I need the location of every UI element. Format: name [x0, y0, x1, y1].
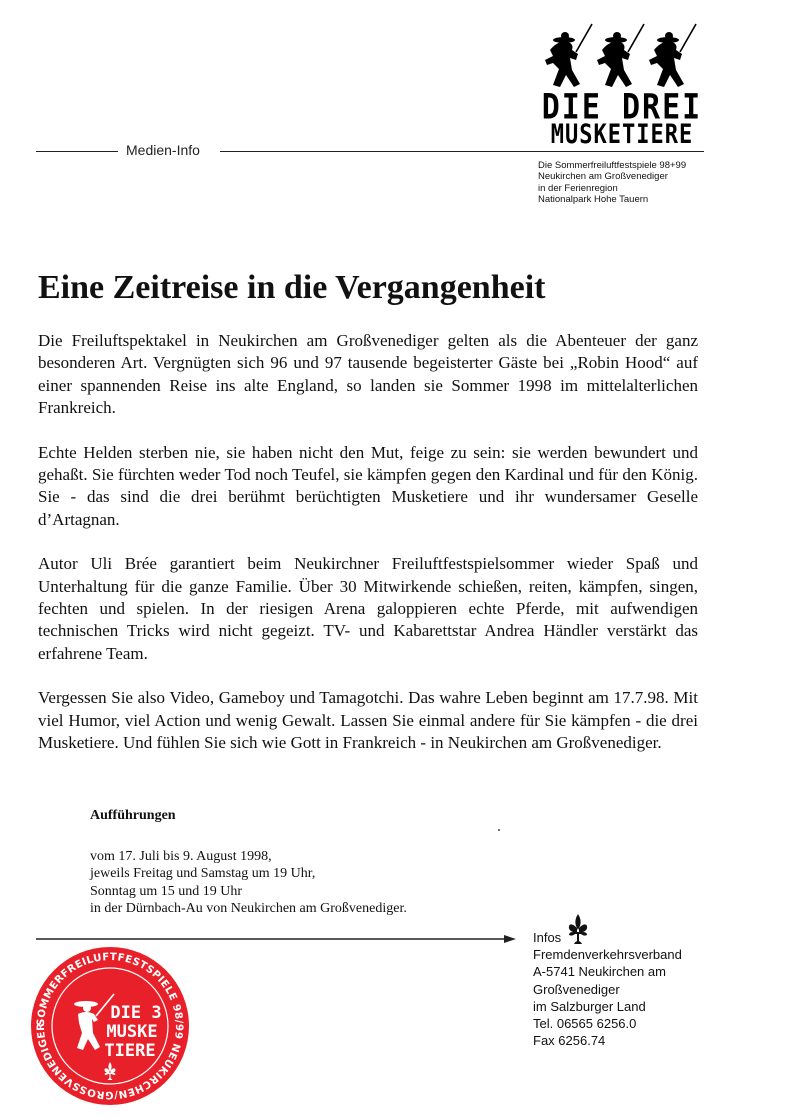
header-rule-left: [36, 151, 118, 152]
article-paragraph: Autor Uli Brée garantiert beim Neukirchner Freiluftfestspielsommer wieder Spaß und Unterhaltung für die ganze Familie. Über 30 Mitwirkende schießen, reiten, kämpfen, singen, fechten und spielen. In der riesigen Arena galoppieren echte Pferde, mit aufwendigen technischen Tricks wird nicht gegeizt. TV- und Kabarettstar Andrea Händler verstärkt das erfahrene Team.: [38, 554, 698, 663]
header-rule-right: [220, 151, 704, 152]
logo-title-line1: DIE DREI: [541, 87, 703, 128]
article-paragraph: Echte Helden sterben nie, sie haben nicht den Mut, feige zu sein: sie werden bewundert und gehaßt. Sie fürchten weder Tod noch Teufel, sie kämpfen gegen den Kardinal und für den König. Sie - das sind die drei berühmt berüchtigten Musketiere und ihr wundersamer Geselle d’Artagnan.: [38, 442, 698, 529]
festival-subtitle: [538, 160, 686, 206]
performance-line: in der Dürnbach-Au von Neukirchen am Großvenediger.: [90, 901, 407, 917]
article-title: Eine Zeitreise in die Vergangenheit: [38, 269, 546, 306]
contact-line: Fax 6256.74: [533, 1033, 606, 1049]
festival-subtitle-line: in der Ferienregion: [538, 182, 618, 194]
speck: [498, 829, 500, 831]
stamp-ring-text: SOMMERFREILUFTFESTSPIELE 98/99 NEUKIRCHEN/GROSSVENEDIGER: [35, 951, 185, 1101]
performance-line: vom 17. Juli bis 9. August 1998,: [90, 849, 272, 864]
festival-subtitle-line: Die Sommerfreiluftfestspiele 98+99: [538, 160, 687, 171]
contact-line: A-5741 Neukirchen am: [533, 964, 666, 980]
festival-subtitle-line: Neukirchen am Großvenediger: [538, 171, 668, 183]
logo-die-drei-musketiere: [536, 20, 708, 150]
performance-line: Sonntag um 15 und 19 Uhr: [90, 883, 243, 899]
arrow-right-icon: [36, 932, 516, 946]
contact-line: Großvenediger: [533, 981, 620, 997]
article-paragraph: Die Freiluftspektakel in Neukirchen am Großvenediger gelten als die Abenteuer der ganz besonderen Art. Vergnügten sich 96 und 97 tausende begeisterter Gäste bei „Robin Hood“ auf einer spannenden Reise ins alte England, so landen sie Sommer 1998 im mittelalterlichen Frankreich.: [38, 331, 698, 418]
article-body: [38, 330, 698, 777]
stamp-line: DIE 3: [110, 1003, 162, 1023]
performance-line: jeweils Freitag und Samstag um 19 Uhr,: [90, 866, 316, 882]
stamp-line: MUSKE: [106, 1022, 158, 1042]
article-paragraph: Vergessen Sie also Video, Gameboy und Tamagotchi. Das wahre Leben beginnt am 17.7.98. Mit viel Humor, viel Action und wenig Gewalt. Lassen Sie einmal andere für Sie kämpfen - die drei Musketiere. Und fühlen Sie sich wie Gott in Frankreich - in Neukirchen am Großvenediger.: [38, 688, 698, 753]
contact-line: Fremdenverkehrsverband: [533, 947, 682, 963]
festival-subtitle-line: Nationalpark Hohe Tauern: [538, 194, 649, 206]
festival-stamp: [30, 946, 190, 1106]
stamp-line: TIERE: [104, 1041, 156, 1061]
contact-info: [533, 929, 682, 1049]
performances-details: [90, 848, 407, 918]
logo-title-line2: MUSKETIERE: [550, 120, 694, 151]
contact-line: Tel. 06565 6256.0: [533, 1016, 637, 1032]
infos-heading: Infos: [533, 930, 562, 945]
performances-heading: Aufführungen: [90, 808, 176, 823]
contact-line: im Salzburger Land: [533, 998, 646, 1014]
medien-info-label: Medien-Info: [126, 142, 200, 158]
